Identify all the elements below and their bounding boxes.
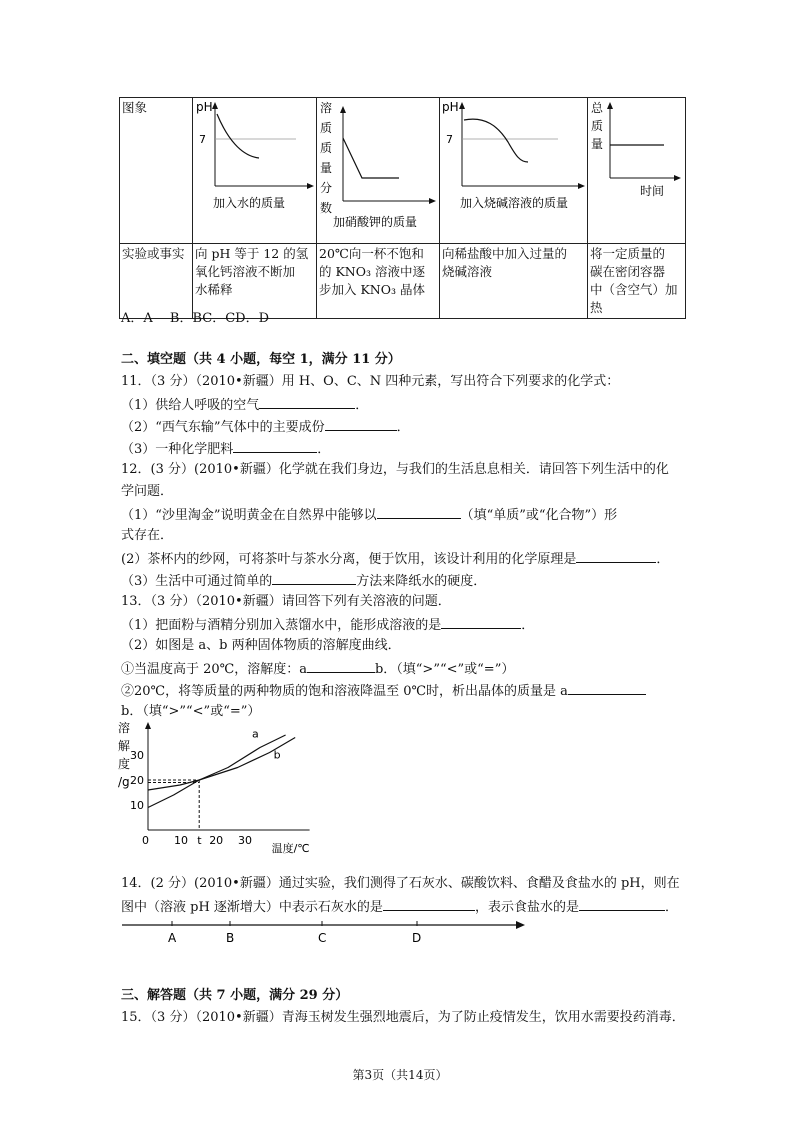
graph-c (440, 98, 588, 244)
svg-text:数: 数 (320, 201, 333, 215)
q12-part2: (2）茶杯内的纱网，可将茶叶与茶水分离，便于饮用，该设计利用的化学原理是 ． (121, 548, 669, 570)
blank[interactable] (233, 438, 317, 453)
series-a-line (148, 735, 286, 790)
svg-text:溶: 溶 (320, 101, 333, 115)
fact-d: 将一定质量的 碳在密闭容器 中（含空气）加 热 (588, 244, 686, 319)
blank[interactable] (383, 896, 475, 911)
row-label-fact: 实验或事实 (120, 244, 193, 319)
chart-ylabel-3: 度 (118, 757, 131, 771)
point-d: D (412, 931, 422, 945)
fact-a: 向 pH 等于 12 的氢 氧化钙溶液不断加 水稀释 (193, 244, 317, 319)
solubility-chart (118, 720, 318, 868)
q11-stem: 11．（3 分）（2010•新疆）用 H、O、C、N 四种元素，写出符合下列要求的化学式： (121, 374, 620, 389)
graph-c-curve (464, 119, 528, 162)
graph-c-xlabel: 加入烧碱溶液的质量 (460, 196, 569, 210)
q11-part2: （2）“西气东输”气体中的主要成份 ． (121, 416, 410, 438)
graph-b-xlabel: 加硝酸钾的质量 (333, 215, 418, 229)
graph-a-ylabel: pH (196, 100, 213, 114)
fact-b: 20℃向一杯不饱和 的 KNO₃ 溶液中逐 步加入 KNO₃ 晶体 (317, 244, 440, 319)
q14-stem: 14．(2 分）(2010•新疆）通过实验，我们测得了石灰水、碳酸饮料、食醋及食盐水的 pH，则在 (121, 876, 680, 891)
q11-part1: （1）供给人呼吸的空气 ． (121, 394, 368, 416)
point-b: B (226, 931, 235, 945)
svg-text:质: 质 (320, 121, 333, 135)
chart-ytick: 20 (130, 774, 144, 787)
row-label-image: 图象 (120, 98, 193, 244)
graph-a (193, 98, 317, 244)
chart-ylabel-1: 溶 (118, 721, 131, 735)
ph-number-line (120, 918, 530, 948)
q13-sub2: ②20℃，将等质量的两种物质的饱和溶液降温至 0℃时，析出晶体的质量是 a (121, 680, 646, 702)
svg-text:量: 量 (320, 161, 333, 175)
svg-text:质: 质 (320, 141, 333, 155)
svg-text:质: 质 (591, 119, 604, 133)
graph-b (317, 98, 440, 244)
chart-xtick: 30 (238, 834, 252, 847)
svg-text:7: 7 (446, 133, 453, 146)
blank[interactable] (377, 504, 461, 519)
q14-stem-cont: 图中（溶液 pH 逐渐增大）中表示石灰水的是 ，表示食盐水的是 ． (121, 896, 678, 918)
svg-text:pH: pH (442, 100, 459, 114)
q13-part1: （1）把面粉与酒精分别加入蒸馏水中，能形成溶液的是 ． (121, 614, 534, 636)
svg-text:总: 总 (591, 101, 604, 115)
q13-sub2-cont: b．（填“>”“<”或“=”） (121, 704, 261, 719)
chart-ytick: 10 (130, 799, 144, 812)
q12-part1: （1）“沙里淘金”说明黄金在自然界中能够以 （填“单质”或“化合物”）形 (121, 504, 617, 526)
section-2-title: 二、填空题（共 4 小题，每空 1，满分 11 分） (121, 352, 401, 367)
answer-options: A．A B．BC．CD．D (121, 311, 269, 326)
q15-stem: 15．（3 分）（2010•新疆）青海玉树发生强烈地震后，为了防止疫情发生，饮用水需要投药消毒． (121, 1010, 685, 1025)
section-3-title: 三、解答题（共 7 小题，满分 29 分） (121, 988, 349, 1003)
q12-stem: 12．(3 分）(2010•新疆）化学就在我们身边，与我们的生活息息相关．请回答下列生活中的化 (121, 462, 669, 477)
blank[interactable] (579, 896, 665, 911)
chart-xtick: t (197, 834, 202, 847)
point-a: A (168, 931, 177, 945)
svg-text:分: 分 (320, 181, 333, 195)
q13-sub1: ①当温度高于 20℃，溶解度：a b．（填“>”“<”或“=”） (121, 658, 514, 680)
blank[interactable] (272, 570, 356, 585)
series-a-label: a (252, 727, 259, 741)
graph-a-xlabel: 加入水的质量 (213, 196, 286, 210)
chart-xtick: 20 (209, 834, 224, 847)
chart-xtick: 0 (142, 834, 149, 847)
fact-c: 向稀盐酸中加入过量的 烧碱溶液 (440, 244, 588, 319)
series-b-label: b (273, 748, 281, 762)
blank[interactable] (325, 416, 397, 431)
point-c: C (318, 931, 327, 945)
q12-stem-cont: 学问题． (121, 484, 174, 499)
q11-part3: （3）一种化学肥料 ． (121, 438, 330, 460)
graph-d (588, 98, 686, 244)
chart-ylabel-4: /g (118, 775, 130, 789)
graph-a-ref: 7 (199, 133, 206, 146)
chart-ytick: 30 (130, 749, 144, 762)
q13-stem: 13．（3 分）（2010•新疆）请回答下列有关溶液的问题． (121, 594, 451, 609)
graph-a-curve (217, 114, 259, 158)
blank[interactable] (576, 548, 656, 563)
blank[interactable] (441, 614, 521, 629)
svg-text:量: 量 (591, 137, 604, 151)
chart-xlabel: 温度/℃ (271, 842, 310, 855)
graph-d-xlabel: 时间 (640, 184, 665, 198)
graph-b-curve (343, 138, 399, 178)
q13-part2: （2）如图是 a、b 两种固体物质的溶解度曲线． (121, 638, 401, 653)
blank[interactable] (568, 680, 646, 695)
page-footer: 第3页（共14页） (352, 1068, 448, 1082)
q12-part3: （3）生活中可通过简单的 方法来降纸水的硬度． (121, 570, 486, 592)
blank[interactable] (307, 658, 375, 673)
blank[interactable] (259, 394, 355, 409)
chart-xtick: 10 (174, 834, 188, 847)
chart-y-arrow (145, 722, 151, 729)
graph-table (119, 97, 686, 319)
q12-part1-cont: 式存在． (121, 528, 174, 543)
chart-ylabel-2: 解 (118, 739, 131, 753)
